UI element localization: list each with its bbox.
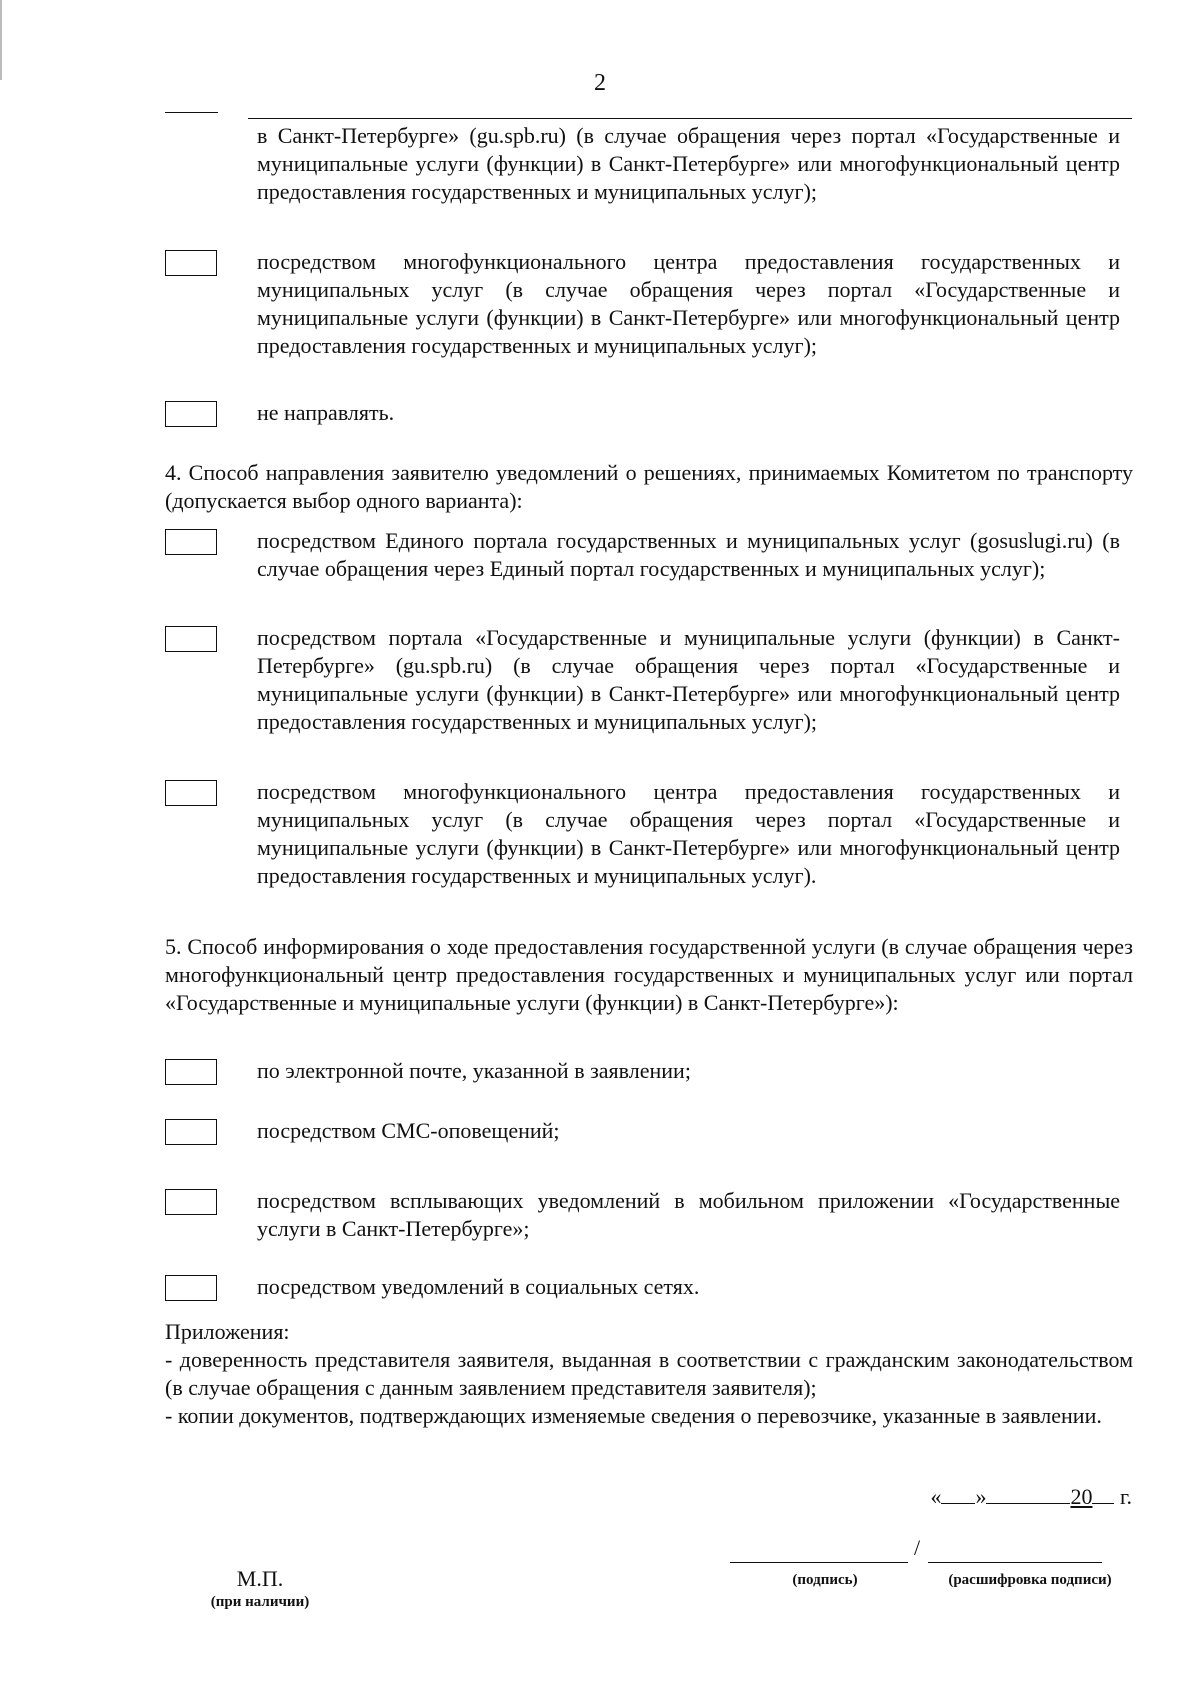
section5-option-social[interactable] xyxy=(165,1273,1120,1301)
section5-email-text: по электронной почте, указанной в заявлении; xyxy=(257,1058,691,1083)
section5-email-checkbox[interactable] xyxy=(165,1059,217,1085)
continued-option-text: в Санкт-Петербурге» (gu.spb.ru) (в случае обращения через портал «Государственные и муниципальные услуги (функции) в Санкт-Петербурге» или многофункциональный центр предоставления государственных и муниципальных услуг); xyxy=(257,123,1120,204)
top-rule-left xyxy=(165,112,218,113)
day-blank[interactable] xyxy=(941,1485,975,1504)
section4-gosuslugi-checkbox[interactable] xyxy=(165,529,217,555)
scan-edge-mark xyxy=(0,0,2,80)
section5-push-text: посредством всплывающих уведомлений в мобильном приложении «Государственные услуги в Санкт-Петербурге»; xyxy=(257,1188,1120,1241)
section3-option-none[interactable] xyxy=(165,399,1120,427)
section5-option-sms[interactable] xyxy=(165,1117,1120,1145)
signature-decode-caption: (расшифровка подписи) xyxy=(948,1572,1112,1588)
section3-none-checkbox[interactable] xyxy=(165,401,217,427)
date-open-quote: « xyxy=(930,1484,942,1509)
stamp-label: М.П. xyxy=(236,1566,284,1591)
section4-spb-portal-checkbox[interactable] xyxy=(165,626,217,652)
attachments-title: Приложения: xyxy=(165,1319,290,1344)
section5-social-checkbox[interactable] xyxy=(165,1275,217,1301)
year-suffix: г. xyxy=(1119,1484,1132,1509)
signature-line[interactable] xyxy=(730,1562,908,1563)
stamp-note: (при наличии) xyxy=(210,1594,310,1610)
year-prefix: 20 xyxy=(1070,1484,1093,1509)
section4-heading: 4. Способ направления заявителю уведомлений о решениях, принимаемых Комитетом по транспорту (допускается выбор одного варианта): xyxy=(165,460,1133,513)
signature-slash: / xyxy=(914,1535,921,1560)
signature-caption: (подпись) xyxy=(792,1572,858,1588)
section4-option-gosuslugi[interactable] xyxy=(165,527,1120,583)
continued-option xyxy=(165,122,1120,206)
section3-mfc-text: посредством многофункционального центра предоставления государственных и муниципальных услуг (в случае обращения через портал «Государственные и муниципальные услуги (функции) в Санкт-Петербурге» или многофункциональный центр предоставления государственных и муниципальных услуг); xyxy=(257,249,1120,358)
signature-decode-line[interactable] xyxy=(928,1562,1102,1563)
section4-mfc-checkbox[interactable] xyxy=(165,780,217,806)
section4-option-mfc[interactable] xyxy=(165,778,1120,890)
stamp-placeholder xyxy=(200,1566,320,1611)
date-line xyxy=(930,1484,1132,1510)
section4-spb-portal-text: посредством портала «Государственные и муниципальные услуги (функции) в Санкт-Петербурге» (gu.spb.ru) (в случае обращения через портал «Государственные и муниципальные услуги (функции) в Санкт-Петербурге» или многофункциональный центр предоставления государственных и муниципальных услуг); xyxy=(257,625,1120,734)
section4-option-spb-portal[interactable] xyxy=(165,624,1120,736)
section5-option-email[interactable] xyxy=(165,1057,1120,1085)
year-blank[interactable] xyxy=(1092,1485,1114,1504)
attachments-block xyxy=(165,1318,1133,1430)
section5-sms-text: посредством СМС-оповещений; xyxy=(257,1118,560,1143)
section5-push-checkbox[interactable] xyxy=(165,1189,217,1215)
section3-none-text: не направлять. xyxy=(257,400,395,425)
section3-mfc-checkbox[interactable] xyxy=(165,250,217,276)
section5-heading: 5. Способ информирования о ходе предоставления государственной услуги (в случае обращения через многофункциональный центр предоставления государственных и муниципальных услуг или портал «Государственные и муниципальные услуги (функции) в Санкт-Петербурге»): xyxy=(165,934,1133,1015)
attachment-item: - доверенность представителя заявителя, выданная в соответствии с гражданским законодательством (в случае обращения с данным заявлением представителя заявителя); xyxy=(165,1347,1133,1400)
month-blank[interactable] xyxy=(986,1485,1070,1504)
attachment-item: - копии документов, подтверждающих изменяемые сведения о перевозчике, указанные в заявлении. xyxy=(165,1403,1102,1428)
section3-option-mfc[interactable] xyxy=(165,248,1120,360)
section5-sms-checkbox[interactable] xyxy=(165,1119,217,1145)
section4-mfc-text: посредством многофункционального центра предоставления государственных и муниципальных услуг (в случае обращения через портал «Государственные и муниципальные услуги (функции) в Санкт-Петербурге» или многофункциональный центр предоставления государственных и муниципальных услуг). xyxy=(257,779,1120,888)
section4-gosuslugi-text: посредством Единого портала государственных и муниципальных услуг (gosuslugi.ru) (в случае обращения через Единый портал государственных и муниципальных услуг); xyxy=(257,528,1120,581)
section5-option-push[interactable] xyxy=(165,1187,1120,1243)
top-rule-right xyxy=(248,118,1132,119)
date-close-quote: » xyxy=(975,1484,987,1509)
page-number: 2 xyxy=(594,70,606,96)
section5-social-text: посредством уведомлений в социальных сетях. xyxy=(257,1274,700,1299)
